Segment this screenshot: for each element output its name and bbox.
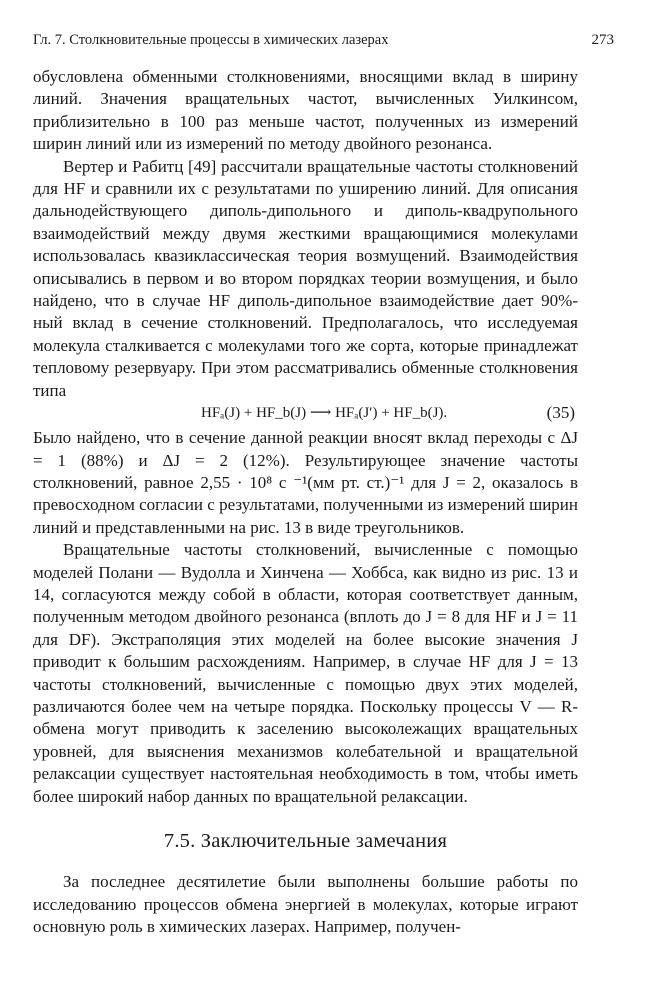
section-heading: 7.5. Заключительные замечания: [163, 830, 448, 852]
page-number: 273: [591, 32, 614, 48]
paragraph-models: Вращательные частоты столкновений, вычисленные с помощью моделей Полани — Вудолла и Хинчена — Хоббса, как видно из рис. 13 и 14, согласуются между собой в области, которая соответствует данным, полученным методом двойного резонанса (вплоть до J = 8 для HF и J = 11 для DF). Экстраполяция этих моделей на более высокие значения J приводит к большим расхождениям. Например, в случае HF для J = 13 частоты столкновений, вычисленные с помощью двух этих моделей, различаются более чем на четыре порядка. Поскольку процессы V — R-обмена могут приводить к заселению высоколежащих вращательных уровней, для выяснения механизмов колебательной и вращательной релаксации существует настоятельная необходимость в том, чтобы иметь более широкий набор данных по вращательной релаксации.: [33, 540, 578, 806]
running-title: Гл. 7. Столкновительные процессы в химических лазерах: [33, 32, 389, 48]
equation-expression: HFₐ(J) + HF_b(J) ⟶ HFₐ(J′) + HF_b(J).: [201, 404, 448, 421]
page-body: [33, 66, 578, 939]
paragraph-conclusion: За последнее десятилетие были выполнены большие работы по исследованию процессов обмена энергией в молекулах, которые играют основную роль в химических лазерах. Например, получен-: [33, 872, 578, 937]
running-header: [33, 32, 614, 49]
paragraph-results: Было найдено, что в сечение данной реакции вносят вклад переходы с ΔJ = 1 (88%) и ΔJ = 2 (12%). Результирующее значение частоты столкновений, равное 2,55 · 10⁸ с ⁻¹(мм рт. ст.)⁻¹ для J = 2, оказалось в превосходном согласии с результатами, полученными из измерений ширин линий и представленными на рис. 13 в виде треугольников.: [33, 428, 578, 537]
paragraph-werter-rabitz: Вертер и Рабитц [49] рассчитали вращательные частоты столкновений для HF и сравнили их с результатами по уширению линий. Для описания дальнодействующего диполь-дипольного и диполь-квадрупольного взаимодействий между двумя жесткими вращающимися молекулами использовалась квазиклассическая теория возмущений. Взаимодействия описывались в первом и во втором порядках теории возмущения, и было найдено, что в случае HF диполь-дипольное взаимодействие дает 90%-ный вклад в сечение столкновений. Предполагалось, что исследуемая молекула сталкивается с молекулами того же сорта, которые принадлежат тепловому резервуару. При этом рассматривались обменные столкновения типа: [33, 156, 578, 400]
paragraph-continued: обусловлена обменными столкновениями, вносящими вклад в ширину линий. Значения вращательных частот, вычисленных Уилкинсом, приблизительно в 100 раз меньше частот, полученных из измерений ширин линий или из измерений по методу двойного резонанса.: [33, 67, 578, 154]
equation-35: [33, 399, 578, 427]
equation-number: (35): [546, 402, 575, 422]
